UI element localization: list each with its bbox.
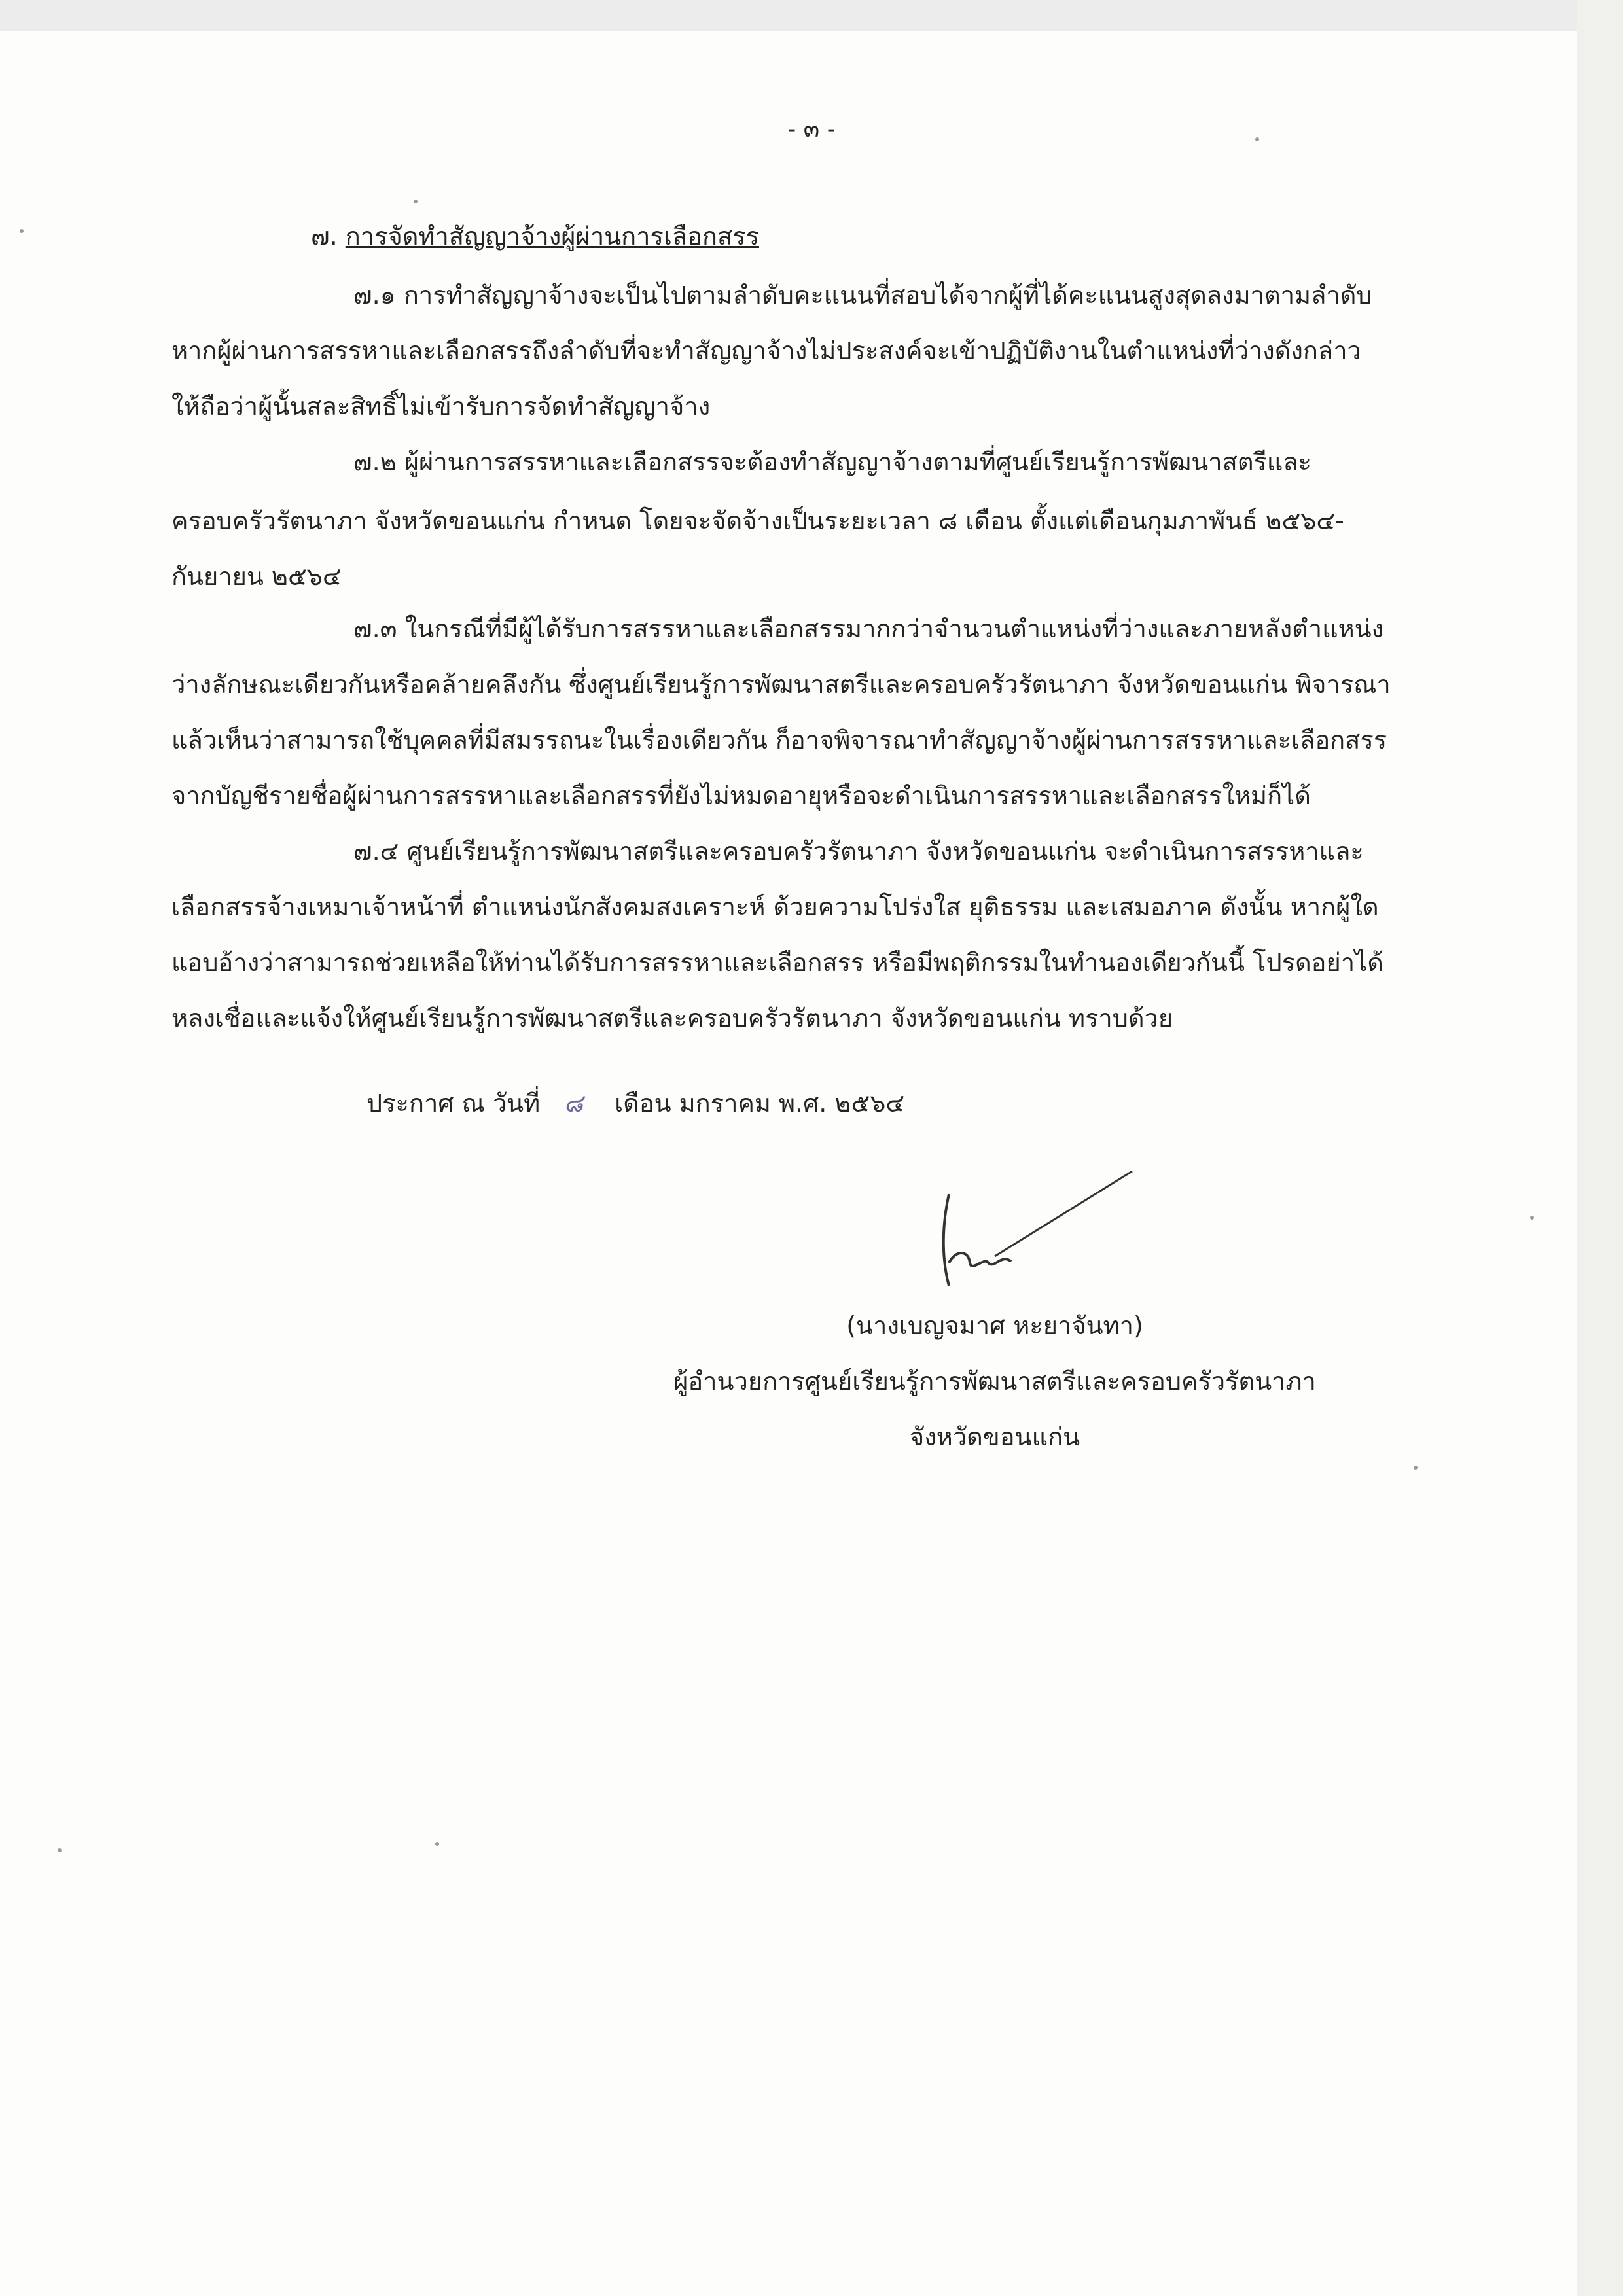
scan-speck xyxy=(435,1842,439,1846)
announcement-prefix: ประกาศ ณ วันที่ xyxy=(366,1089,541,1118)
para-7-2-line-2: ครอบครัวรัตนาภา จังหวัดขอนแก่น กำหนด โดยจะจัดจ้างเป็นระยะเวลา ๘ เดือน ตั้งแต่เดือนกุมภาพันธ์ ๒๕๖๔- xyxy=(171,506,1344,535)
signatory-name: (นางเบญจมาศ หะยาจันทา) xyxy=(846,1311,1143,1340)
para-7-2-line-1: ๗.๒ ผู้ผ่านการสรรหาและเลือกสรรจะต้องทำสัญญาจ้างตามที่ศูนย์เรียนรู้การพัฒนาสตรีและ xyxy=(353,448,1312,476)
scan-speck xyxy=(1255,137,1259,141)
para-7-4-line-1: ๗.๔ ศูนย์เรียนรู้การพัฒนาสตรีและครอบครัวรัตนาภา จังหวัดขอนแก่น จะดำเนินการสรรหาและ xyxy=(353,837,1364,866)
scan-speck xyxy=(1530,1216,1534,1220)
announcement-day: ๘ xyxy=(563,1089,583,1118)
para-7-4-line-3: แอบอ้างว่าสามารถช่วยเหลือให้ท่านได้รับการสรรหาและเลือกสรร หรือมีพฤติกรรมในทำนองเดียวกันนี้ โปรดอย่าได้ xyxy=(171,948,1383,977)
signatory-position: ผู้อำนวยการศูนย์เรียนรู้การพัฒนาสตรีและครอบครัวรัตนาภา xyxy=(673,1367,1316,1396)
announcement-date xyxy=(366,1083,904,1123)
para-7-3-line-3: แล้วเห็นว่าสามารถใช้บุคคลที่มีสมรรถนะในเรื่องเดียวกัน ก็อาจพิจารณาทำสัญญาจ้างผู้ผ่านการสรรหาและเลือกสรร xyxy=(171,726,1387,754)
section-number: ๗. xyxy=(311,222,338,251)
scan-speck xyxy=(20,229,24,233)
para-7-1-line-3: ให้ถือว่าผู้นั้นสละสิทธิ์ไม่เข้ารับการจัดทำสัญญาจ้าง xyxy=(171,392,711,421)
scan-speck xyxy=(58,1848,62,1852)
para-7-2-line-3: กันยายน ๒๕๖๔ xyxy=(171,562,342,591)
para-7-4-line-2: เลือกสรรจ้างเหมาเจ้าหน้าที่ ตำแหน่งนักสังคมสงเคราะห์ ด้วยความโปร่งใส ยุติธรรม และเสมอภาค ดังนั้น หากผู้ใด xyxy=(171,892,1379,921)
handwritten-signature xyxy=(923,1165,1139,1296)
para-7-1-line-2: หากผู้ผ่านการสรรหาและเลือกสรรถึงลำดับที่จะทำสัญญาจ้างไม่ประสงค์จะเข้าปฏิบัติงานในตำแหน่งที่ว่างดังกล่าว xyxy=(171,336,1361,365)
announcement-month-year: เดือน มกราคม พ.ศ. ๒๕๖๔ xyxy=(615,1089,905,1118)
para-7-3-line-4: จากบัญชีรายชื่อผู้ผ่านการสรรหาและเลือกสรรที่ยังไม่หมดอายุหรือจะดำเนินการสรรหาและเลือกสรรใหม่ก็ได้ xyxy=(171,781,1311,810)
para-7-3-line-2: ว่างลักษณะเดียวกันหรือคล้ายคลึงกัน ซึ่งศูนย์เรียนรู้การพัฒนาสตรีและครอบครัวรัตนาภา จังหวัดขอนแก่น พิจารณา xyxy=(171,670,1391,699)
section-heading xyxy=(311,216,759,256)
para-7-1-line-1: ๗.๑ การทำสัญญาจ้างจะเป็นไปตามลำดับคะแนนที่สอบได้จากผู้ที่ได้คะแนนสูงสุดลงมาตามลำดับ xyxy=(353,281,1372,309)
scan-speck xyxy=(414,200,418,203)
para-7-4-line-4: หลงเชื่อและแจ้งให้ศูนย์เรียนรู้การพัฒนาสตรีและครอบครัวรัตนาภา จังหวัดขอนแก่น ทราบด้วย xyxy=(171,1004,1173,1033)
scan-speck xyxy=(1414,1466,1418,1470)
page-number: - ๓ - xyxy=(787,116,836,143)
para-7-3-line-1: ๗.๓ ในกรณีที่มีผู้ได้รับการสรรหาและเลือกสรรมากกว่าจำนวนตำแหน่งที่ว่างและภายหลังตำแหน่ง xyxy=(353,614,1384,643)
signatory-province: จังหวัดขอนแก่น xyxy=(909,1422,1080,1451)
section-title: การจัดทำสัญญาจ้างผู้ผ่านการเลือกสรร xyxy=(345,222,760,251)
